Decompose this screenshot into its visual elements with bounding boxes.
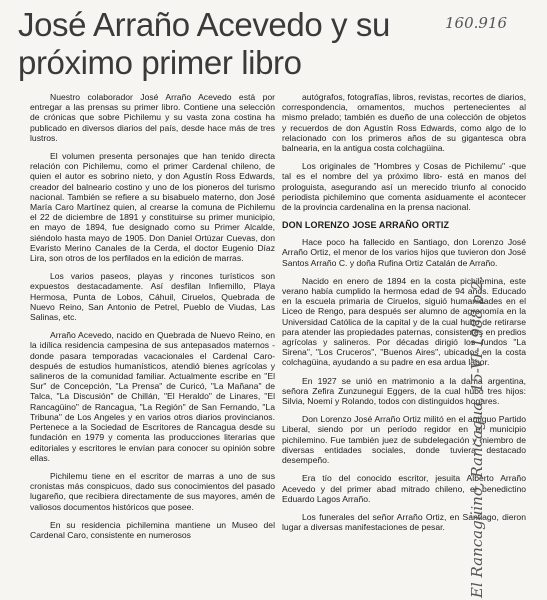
handwritten-source-note: El Rancagüino, Rancagua, 15-VI-1988 p.2. [468, 275, 486, 598]
body-paragraph: Arraño Acevedo, nacido en Quebrada de Nuevo Reino, en la idílica residencia campesina de sus antepasados maternos -donde pasara temporadas vacacionales el Cardenal Caro- después de estudios humanísticos, atendió bienes agrícolas y salineros de la comunidad familiar. Actualmente escribe en "El Sur" de Concepción, "La Prensa" de Curicó, "La Mañana" de Talca, "La Discusión" de Chillán, "El Heraldo" de Linares, "El Rancagüino" de Rancagua, "La Región" de San Fernando, "La Tribuna" de Los Angeles y en varios otros diarios provincianos. Pertenece a la Sociedad de Escritores de Rancagua desde su fundación en 1979 y comenta las producciones literarias que editoriales y escritores le envían para conocer su opinión sobre ellas. [30, 330, 275, 463]
right-column [282, 92, 526, 540]
body-paragraph: Don Lorenzo José Arraño Ortiz militó en el antiguo Partido Liberal, siendo por un período regidor en el municipio pichilemino. Fue también juez de subdelegación y miembro de diversas entidades sociales, donde tuviera destacado desempeño. [282, 414, 526, 466]
article-headline: José Arraño Acevedo y su próximo primer libro [18, 6, 390, 81]
body-paragraph: Era tío del conocido escritor, jesuita Alberto Arraño Acevedo y del primer abad mitrado chileno, el benedictino Eduardo Lagos Arraño. [282, 473, 526, 504]
body-paragraph: En su residencia pichilemina mantiene un Museo del Cardenal Caro, consistente en numerosos [30, 519, 275, 540]
body-paragraph: autógrafos, fotografías, libros, revistas, recortes de diarios, correspondencia, ornamentos, muchos pertenecientes al mismo prelado; también es dueño de una colección de objetos y recuerdos de don Agustín Ross Edwards, como algo de lo relacionado con los primeros años de su gigantesca obra balnearia, en la antigua costa colchagüina. [282, 92, 526, 154]
body-paragraph: El volumen presenta personajes que han tenido directa relación con Pichilemu, como el primer Cardenal chileno, de quien el autor es sobrino nieto, y don Agustín Ross Edwards, creador del balneario costino y uno de los pioneros del turismo nacional. También se refiere a su bisabuelo materno, don José María Caro Martínez quien, al crearse la comuna de Pichilemu el 22 de diciembre de 1891 y constituirse su primer municipio, en mayo de 1894, fue designado como su Primer Alcalde, siéndolo hasta mayo de 1905. Don Daniel Ortúzar Cuevas, don Evaristo Merino Canales de la Cerda, el doctor Eugenio Díaz Lira, son otros de los perfilados en la edición de marras. [30, 151, 275, 264]
left-column [30, 92, 275, 548]
body-paragraph: Los varios paseos, playas y rincones turísticos son expuestos destacadamente. Así desfilan Infiernillo, Playa Hermosa, Punta de Lobos, Cáhuil, Ciruelos, Quebrada de Nuevo Reino, San Antonio de Petrel, Pueblo de Viudas, Las Salinas, etc. [30, 271, 275, 323]
body-paragraph: Pichilemu tiene en el escritor de marras a uno de sus cronistas más conspicuos, dado sus conocimientos del pasado lugareño, que recibiera directamente de sus mayores, amén de valiosos documentos históricos que posee. [30, 470, 275, 512]
body-paragraph: Los funerales del señor Arraño Ortiz, en Santiago, dieron lugar a diversas manifestaciones de pesar. [282, 511, 526, 533]
body-paragraph: Los originales de "Hombres y Cosas de Pichilemu" -que tal es el nombre del ya próximo libro- está en manos del prologuista, asegurando así un merecido triunfo al conocido periodista pichilemino que comenta asiduamente el acontecer de la provincia cardenalina en la prensa nacional. [282, 161, 526, 213]
catalog-number: 160.916 [445, 14, 508, 32]
body-paragraph: En 1927 se unió en matrimonio a la dama argentina, señora Zefira Zunzunegui Eggers, de la cual hubo tres hijos: Silvia, Noemí y Rolando, todos con distinguidos hogares. [282, 375, 526, 407]
body-paragraph: Nuestro colaborador José Arraño Acevedo está por entregar a las prensas su primer libro. Contiene una selección de crónicas que sobre Pichilemu y su vasta zona costina ha publicado en diversos diarios del país, desde hace más de tres lustros. [30, 92, 275, 143]
section-subhead: DON LORENZO JOSE ARRAÑO ORTIZ [282, 220, 450, 231]
body-paragraph: Hace poco ha fallecido en Santiago, don Lorenzo José Arraño Ortiz, el menor de los varios hijos que tuvieron don José Santos Arraño C. y doña Rufina Ortiz Catalán de Arraño. [282, 237, 526, 268]
body-paragraph: Nacido en enero de 1894 en la costa pichilemina, este verano había cumplido la hermosa edad de 94 años. Educado en la escuela primaria de Ciruelos, siguió humanidades en el Liceo de Rengo, para después ser alumno de agronomía en la Universidad Católica de la capital y de la cual hubo de retirarse para atender las propiedades paternas, consistentes en predios agrícolas y salineros. Por décadas dirigió los fundos "La Sirena", "Los Cruceros", "Buenos Aires", ubicados en la costa colchagüina, ayudando a su padre en esa ardua labor. [282, 275, 526, 368]
